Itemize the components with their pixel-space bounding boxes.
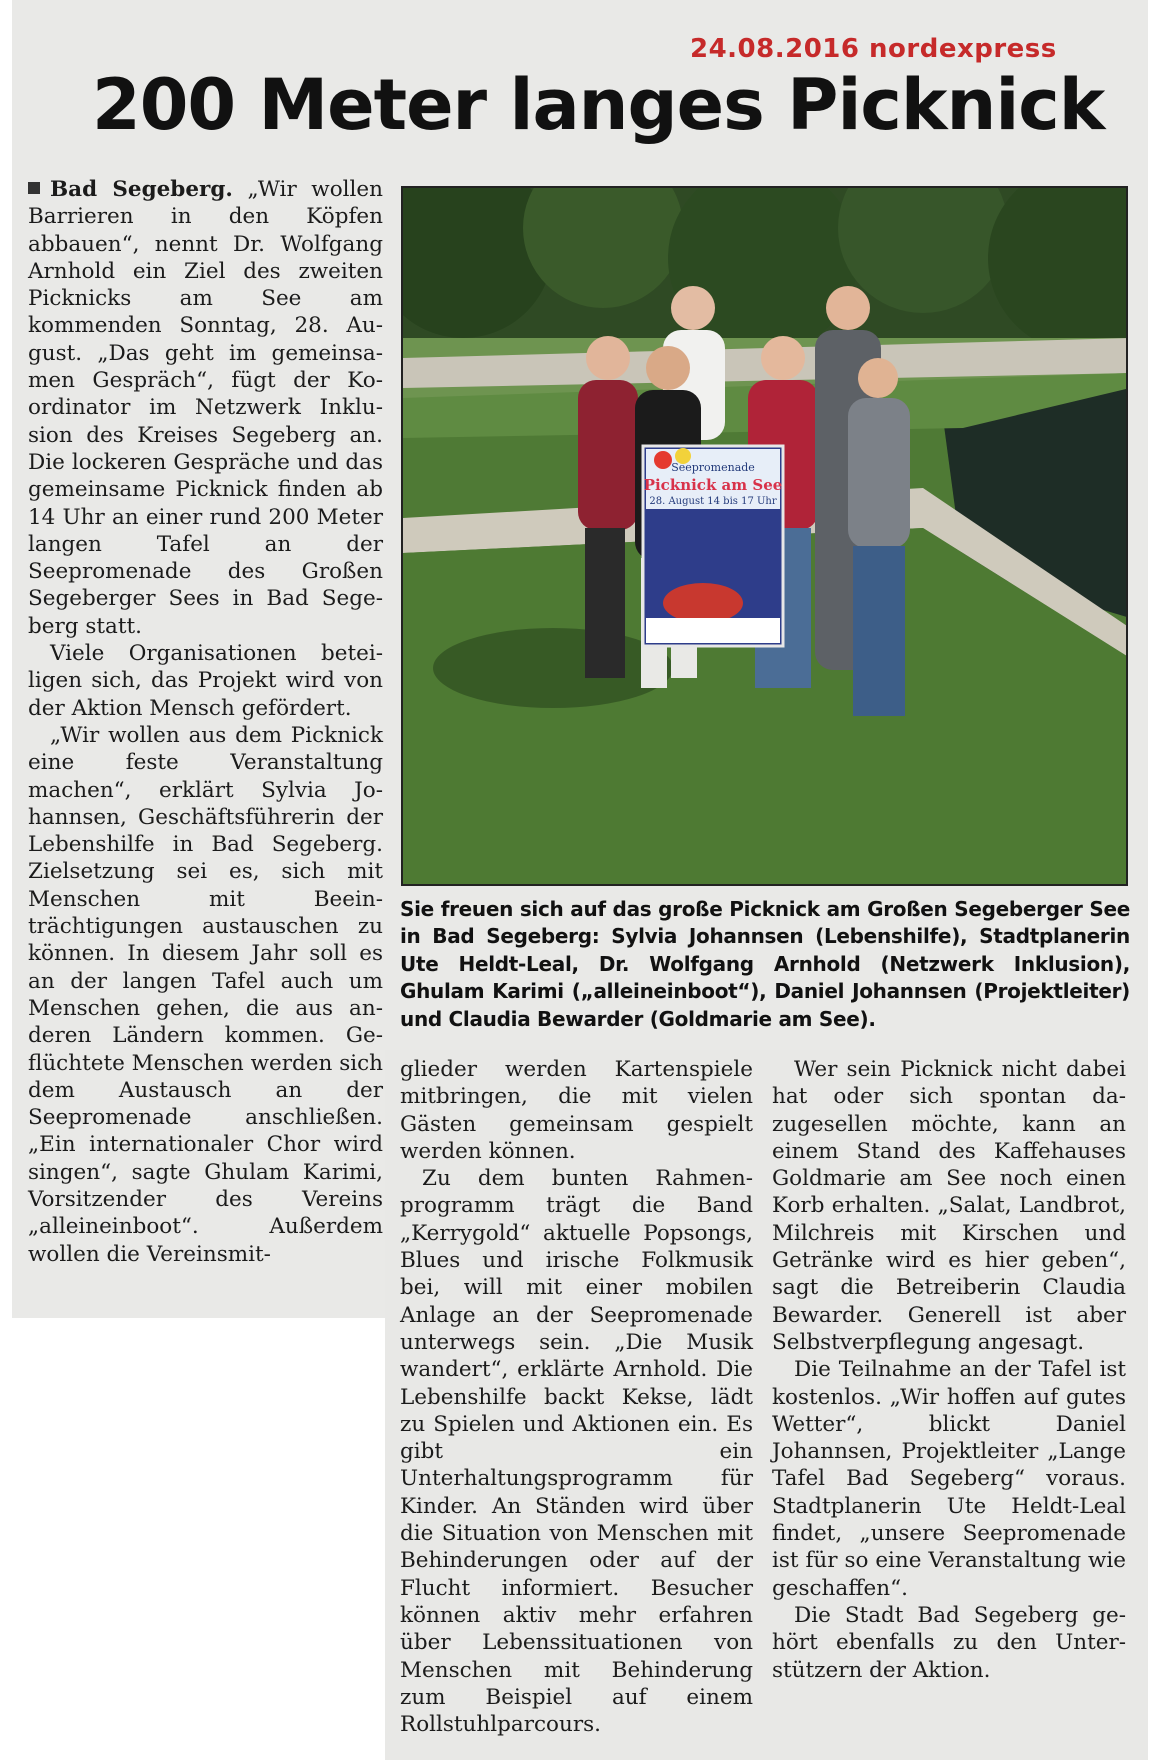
poster-line-3: 28. August 14 bis 17 Uhr [649, 496, 777, 507]
article-column-2 [400, 1056, 753, 1738]
article-headline: 200 Meter langes Picknick [92, 64, 1105, 146]
group-photo-illustration [403, 188, 1128, 886]
photo-caption: Sie freuen sich auf das große Picknick am Großen Segeberger See in Bad Segeberg: Sylvia Johannsen (Lebenshilfe), Stadtplanerin Ute Heldt-Leal, Dr. Wolfgang Arnhold (Netzwerk Inklusion), Ghulam Karimi („alleineinboot“), Daniel Johannsen (Projektleiter) und Claudia Bewarder (Goldmarie am See). [400, 897, 1130, 1031]
lead-paragraph [28, 176, 383, 640]
paragraph: Viele Organisationen beteiligen sich, das Projekt wird von der Aktion Mensch gefördert. [28, 641, 383, 721]
article-photo [401, 186, 1128, 886]
poster-line-1: Seepromenade [671, 461, 755, 474]
paragraph: Die Stadt Bad Segeberg gehört ebenfalls zu den Unterstützern der Aktion. [772, 1602, 1126, 1683]
source-stamp: 24.08.2016 nordexpress [690, 34, 1057, 64]
event-poster [643, 446, 783, 646]
poster-line-2: Picknick am See [643, 476, 783, 494]
dateline: Bad Segeberg. [50, 177, 233, 202]
paragraph: glieder werden Kartenspiele mitbringen, die mit vielen Gästen gemeinsam gespielt werden können. [400, 1057, 753, 1164]
article-column-3 [772, 1056, 1126, 1684]
lead-text: „Wir wollen Barrieren in den Köpfen abbauen“, nennt Dr. Wolfgang Arnhold ein Ziel des zweiten Picknicks am See am kommenden Sonntag, 28. August. „Das geht im gemeinsamen Gespräch“, fügt der Koordinator im Netzwerk Inklusion des Kreises Segeberg an. Die lockeren Gespräche und das gemeinsame Picknick finden ab 14 Uhr an einer rund 200 Meter langen Tafel an der Seepromenade des Großen Segeberger Sees in Bad Segeberg statt. [28, 177, 383, 639]
paragraph: Zu dem bunten Rahmenprogramm trägt die Band „Kerrygold“ aktuelle Popsongs, Blues und irische Folkmusik bei, will mit einer mobilen Anlage an der Seepromenade unterwegs sein. „Die Musik wandert“, erklärte Arnhold. Die Lebenshilfe backt Kekse, lädt zu Spielen und Aktionen ein. Es gibt ein Unterhaltungsprogramm für Kinder. An Ständen wird über die Situation von Menschen mit Behinderungen oder auf der Flucht informiert. Besucher können aktiv mehr erfahren über Lebenssituationen von Menschen mit Behinderung zum Beispiel auf einem Rollstuhlparcours. [400, 1166, 753, 1738]
paragraph: Die Teilnahme an der Tafel ist kostenlos. „Wir hoffen auf gutes Wetter“, blickt Daniel Johannsen, Projektleiter „Lange Tafel Bad Segeberg“ voraus. Stadtplanerin Ute Heldt-Leal findet, „unsere Seepromenade ist für so eine Veranstaltung wie geschaffen“. [772, 1357, 1126, 1601]
article-column-1 [28, 176, 383, 1268]
paragraph: „Wir wollen aus dem Picknick eine feste Veranstaltung machen“, erklärt Sylvia Johannsen, Geschäftsführerin der Lebenshilfe in Bad Segeberg. Zielsetzung sei es, sich mit Menschen mit Beeinträchtigungen austauschen zu können. In diesem Jahr soll es an der langen Tafel auch um Menschen gehen, die aus anderen Ländern kommen. Geflüchtete Menschen werden sich dem Austausch an der Seepromenade anschließen. „Ein internationaler Chor wird singen“, sagte Ghulam Karimi, Vorsitzender des Vereins „alleineinboot“. Außerdem wollen die Vereinsmit- [28, 722, 383, 1267]
bullet-marker-icon [28, 182, 40, 194]
paragraph: Wer sein Picknick nicht dabei hat oder sich spontan dazugesellen möchte, kann an einem Stand des Kaffehauses Goldmarie am See noch einen Korb erhalten. „Salat, Landbrot, Milchreis mit Kirschen und Getränke wird es hier geben“, sagt die Betreiberin Claudia Bewarder. Generell ist aber Selbstverpflegung angesagt. [772, 1057, 1126, 1355]
